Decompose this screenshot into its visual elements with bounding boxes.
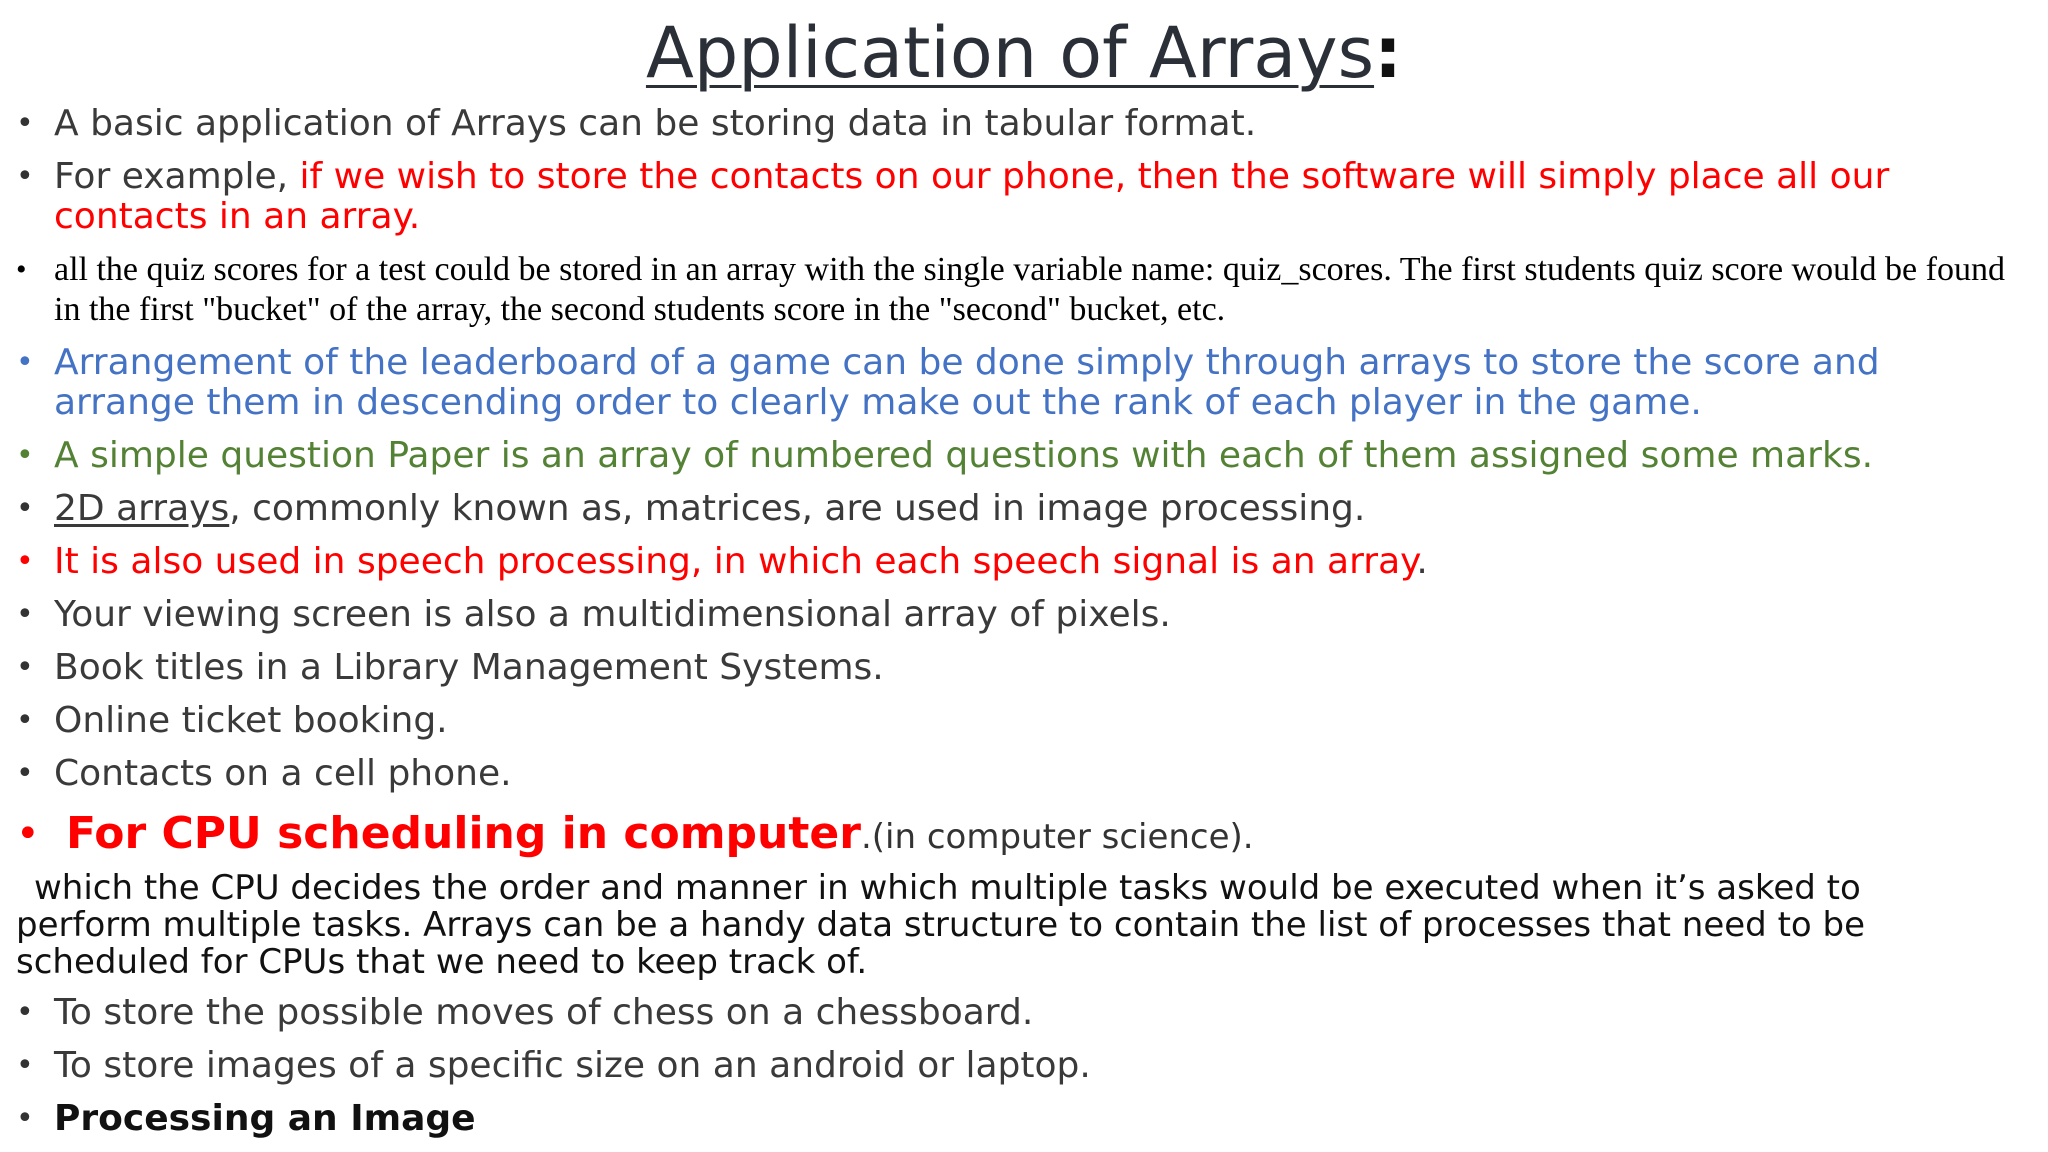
list-item-library bbox=[16, 648, 2026, 688]
bullet-icon: • bbox=[16, 756, 34, 791]
bullet-icon: • bbox=[16, 703, 34, 738]
title-text: Application of Arrays bbox=[645, 12, 1375, 94]
item-text: Processing an Image bbox=[54, 1098, 476, 1139]
item-text: Contacts on a cell phone. bbox=[54, 753, 512, 794]
item-text: Your viewing screen is also a multidimensional array of pixels. bbox=[54, 594, 1171, 635]
bullet-icon: • bbox=[16, 253, 27, 286]
item-rest: .(in computer science). bbox=[860, 817, 1254, 857]
bullet-icon: • bbox=[16, 491, 34, 526]
item-rest: . bbox=[1416, 541, 1428, 582]
item-text: Book titles in a Library Management Systems. bbox=[54, 647, 884, 688]
list-item-contacts-example bbox=[16, 157, 2026, 237]
item-underlined: 2D arrays bbox=[54, 488, 230, 529]
list-item-screen bbox=[16, 595, 2026, 635]
bullet-icon: • bbox=[16, 597, 34, 632]
slide-title bbox=[0, 8, 2048, 98]
bullet-icon: • bbox=[16, 159, 34, 194]
list-item-2d-arrays bbox=[16, 489, 2026, 529]
cpu-description-paragraph: which the CPU decides the order and manner in which multiple tasks would be executed when it’s asked to perform multiple tasks. Arrays can be a handy data structure to contain the list of processes that need to be scheduled for CPUs that we need to keep track of. bbox=[16, 868, 1866, 982]
title-colon: : bbox=[1374, 12, 1403, 94]
item-text: A basic application of Arrays can be storing data in tabular format. bbox=[54, 103, 1257, 144]
list-item-question-paper bbox=[16, 436, 2026, 476]
bullet-icon: • bbox=[16, 811, 40, 857]
bullet-icon: • bbox=[16, 995, 34, 1030]
list-item-ticket bbox=[16, 701, 2026, 741]
item-text: A simple question Paper is an array of numbered questions with each of them assigned some marks. bbox=[54, 435, 1874, 476]
list-item-cpu-scheduling bbox=[16, 807, 2026, 864]
list-item-speech bbox=[16, 542, 2026, 582]
bullet-icon: • bbox=[16, 345, 34, 380]
item-text: To store images of a specific size on an android or laptop. bbox=[54, 1045, 1091, 1086]
item-text: all the quiz scores for a test could be stored in an array with the single variable name: quiz_scores. The first students quiz score would be found in the first "bucket" of the array, the second students score in the "second" bucket, etc. bbox=[54, 251, 2005, 328]
item-bold: For CPU scheduling in computer bbox=[66, 808, 861, 859]
bullet-list bbox=[16, 104, 2026, 1152]
item-text: To store the possible moves of chess on a chessboard. bbox=[54, 992, 1034, 1033]
item-prefix: For example, bbox=[54, 156, 300, 197]
list-item-leaderboard bbox=[16, 343, 2026, 423]
item-rest: , commonly known as, matrices, are used in image processing. bbox=[229, 488, 1366, 529]
item-highlight: if we wish to store the contacts on our phone, then the software will simply place all our contacts in an array. bbox=[54, 156, 1890, 237]
list-item-cell-phone bbox=[16, 754, 2026, 794]
bullet-icon: • bbox=[16, 106, 34, 141]
bullet-icon: • bbox=[16, 1101, 34, 1136]
list-item-chess bbox=[16, 993, 2026, 1033]
item-text: Arrangement of the leaderboard of a game can be done simply through arrays to store the score and arrange them in descending order to clearly make out the rank of each player in the game. bbox=[54, 342, 1880, 423]
item-highlight: It is also used in speech processing, in which each speech signal is an array bbox=[54, 541, 1417, 582]
list-item-processing-image bbox=[16, 1099, 2026, 1139]
list-item-tabular bbox=[16, 104, 2026, 144]
list-item-quiz-scores bbox=[16, 250, 2026, 330]
bullet-icon: • bbox=[16, 650, 34, 685]
list-item-images bbox=[16, 1046, 2026, 1086]
bullet-icon: • bbox=[16, 544, 34, 579]
bullet-icon: • bbox=[16, 438, 34, 473]
bullet-icon: • bbox=[16, 1048, 34, 1083]
item-text: Online ticket booking. bbox=[54, 700, 448, 741]
